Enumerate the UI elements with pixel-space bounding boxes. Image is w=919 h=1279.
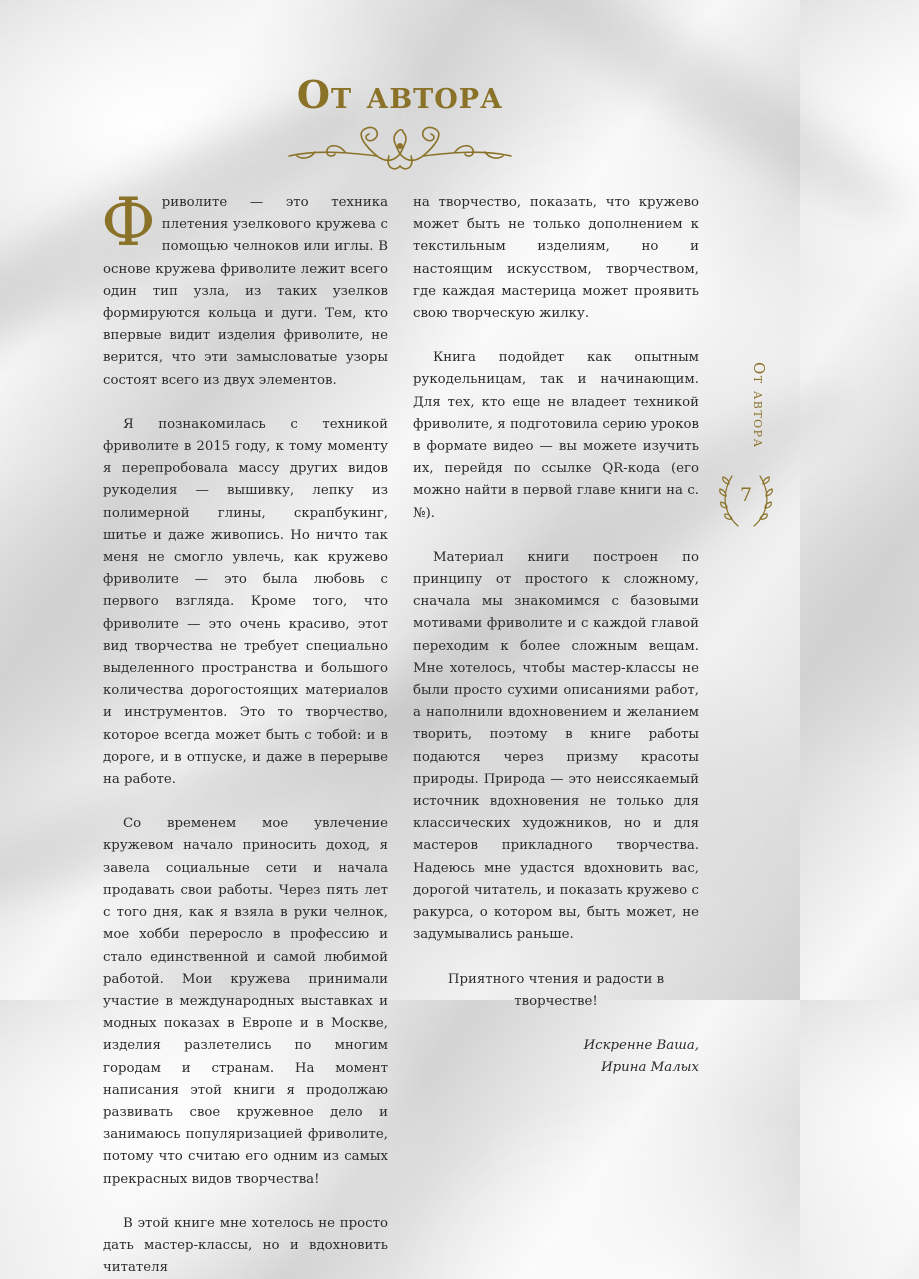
page-title: От автора [296,72,504,117]
left-text-column [101,184,388,1279]
scroll-ornament-icon [285,122,515,174]
intro-paragraph [101,184,388,392]
paragraph: Со временем мое увлечение кружевом начало приносить доход, я завела социальные сети и начала продавать свои работы. Через пять лет с того дня, как я взяла в руки челнок, мое хобби переросло в профессию и стало единственной и самой любимой работой. Мои кружева принимали участие в международных выставках и модных показах в Европе и в Москве, изделия разлетелись по многим городам и странам. На момент написания этой книги я продолжаю развивать свое кружевное дело и занимаюсь популяризацией фриволите, потому что считаю его одним из самых прекрасных видов творчества! [103,816,388,1187]
running-title: От автора [750,362,768,449]
paragraph: Книга подойдет как опытным рукодельницам, так и начинающим. Для тех, кто еще не владеет техникой фриволите, я подготовила серию уроков в формате видео — вы можете изучить их, перейдя по ссылке QR-кода (его можно найти в первой главе книги на с. №). [413,350,699,521]
signature-name: Ирина Малых [601,1060,699,1076]
paragraph: на творчество, показать, что кружево может быть не только дополнением к текстильным изделиям, но и настоящим искусством, творчеством, где каждая мастерица может проявить свою творческую жилку. [413,195,699,322]
paragraph-text: риволите — это техника плетения узелкового кружева с помощью челноков или иглы. В основе кружева фриволите лежит всего один тип узла, из таких узелков формируются кольца и дуги. Тем, кто впервые видит изделия фриволите, не верится, что эти замысловатые узоры состоят всего из двух элементов. [103,195,388,388]
drop-cap: Ф [101,184,156,261]
paragraph: В этой книге мне хотелось не просто дать мастер-классы, но и вдохновить читателя [103,1215,388,1276]
signature-line: Искренне Ваша, [583,1037,699,1053]
page-number: 7 [739,484,753,506]
right-text-column [413,192,699,1079]
closing-line: Приятного чтения и радости в творчестве! [447,971,665,1009]
paragraph: Материал книги построен по принципу от простого к сложному, сначала мы знакомимся с базовыми мотивами фриволите и с каждой главой переходим к более сложным вещам. Мне хотелось, чтобы мастер-классы не были просто сухими описаниями работ, а наполнили вдохновением и желанием творить, поэтому в книге работы подаются через призму красоты природы. Природа — это неиссякаемый источник вдохновения не только для классических художников, но и для мастеров прикладного творчества. Надеюсь мне удастся вдохновить вас, дорогой читатель, и показать кружево с ракурса, о котором вы, быть может, не задумывались раньше. [413,549,699,943]
paragraph: Я познакомилась с техникой фриволите в 2015 году, к тому моменту я перепробовала массу других видов рукоделия — вышивку, лепку из полимерной глины, скрапбукинг, шитье и даже живопись. Но ничто так меня не смогло увлечь, как кружево фриволите — это была любовь с первого взгляда. Кроме того, что фриволите — это очень красиво, этот вид творчества не требует специально выделенного пространства и большого количества дорогостоящих материалов и инструментов. Это то творчество, которое всегда может быть с тобой: и в дороге, и в отпуске, и даже в перерыве на работе. [103,416,388,788]
